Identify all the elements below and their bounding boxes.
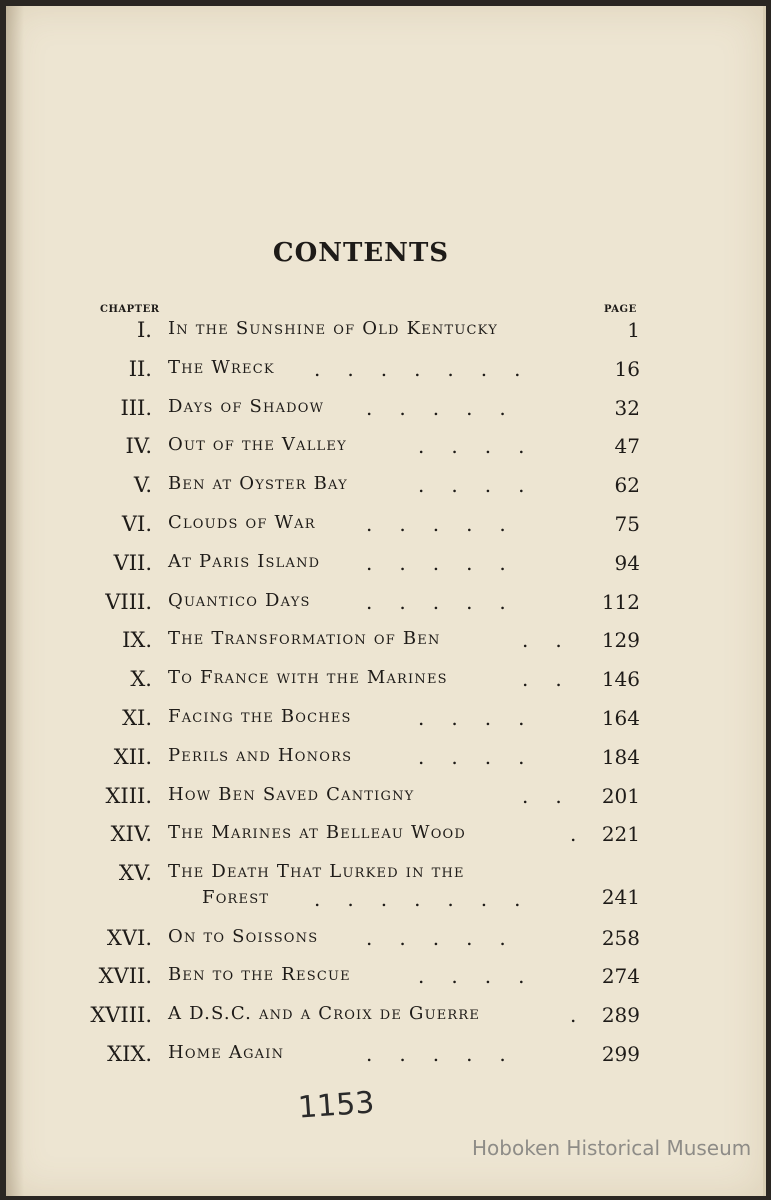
toc-row [6, 551, 763, 581]
page-column-header: PAGE [604, 304, 637, 315]
chapter-number: II. [128, 357, 152, 381]
chapter-page: 184 [601, 745, 640, 769]
chapter-title: The Death That Lurked in the [168, 861, 465, 882]
museum-watermark: Hoboken Historical Museum [472, 1136, 752, 1160]
chapter-title: Out of the Valley [168, 434, 347, 455]
chapter-page: 221 [601, 822, 640, 846]
chapter-page: 1 [627, 318, 640, 342]
toc-row [6, 861, 763, 917]
chapter-title-continued: Forest [202, 887, 270, 908]
chapter-title: A D.S.C. and a Croix de Guerre [168, 1003, 481, 1024]
chapter-number: V. [133, 473, 152, 497]
chapter-title: At Paris Island [168, 551, 321, 572]
chapter-number: III. [120, 396, 152, 420]
chapter-column-header: CHAPTER [100, 304, 160, 315]
toc-row [6, 473, 763, 503]
chapter-number: XII. [113, 745, 152, 769]
chapter-number: XV. [118, 861, 152, 885]
chapter-number: IV. [125, 434, 152, 458]
chapter-title: Home Again [168, 1042, 285, 1063]
chapter-page: 94 [614, 551, 640, 575]
toc-row [6, 926, 763, 956]
chapter-number: IX. [122, 628, 152, 652]
page-title: CONTENTS [272, 238, 450, 268]
chapter-title: Ben to the Rescue [168, 964, 351, 985]
chapter-title: The Wreck [168, 357, 275, 378]
toc-row [6, 628, 763, 658]
leader-dots: . [570, 822, 604, 846]
chapter-page: 62 [614, 473, 640, 497]
chapter-title: Clouds of War [168, 512, 316, 533]
chapter-title: Ben at Oyster Bay [168, 473, 348, 494]
toc-row [6, 706, 763, 736]
chapter-title: To France with the Marines [168, 667, 448, 688]
chapter-page: 201 [601, 784, 640, 808]
leader-dots: .... [418, 434, 552, 458]
chapter-page: 241 [601, 885, 640, 909]
chapter-title: Facing the Boches [168, 706, 352, 727]
chapter-page: 289 [601, 1003, 640, 1027]
chapter-page: 274 [601, 964, 640, 988]
leader-dots: . [570, 1003, 604, 1027]
leader-dots: ..... [366, 926, 533, 950]
toc-row [6, 667, 763, 697]
chapter-number: XIX. [107, 1042, 152, 1066]
chapter-page: 112 [601, 590, 640, 614]
toc-row [6, 1003, 763, 1033]
chapter-title: On to Soissons [168, 926, 319, 947]
chapter-page: 258 [601, 926, 640, 950]
chapter-page: 299 [601, 1042, 640, 1066]
toc-row [6, 784, 763, 814]
chapter-number: VIII. [105, 590, 152, 614]
leader-dots: ..... [366, 396, 533, 420]
toc-row [6, 1042, 763, 1072]
chapter-page: 75 [614, 512, 640, 536]
leader-dots: ....... [314, 887, 548, 911]
toc-row [6, 590, 763, 620]
chapter-title: Quantico Days [168, 590, 311, 611]
chapter-number: XIII. [105, 784, 152, 808]
chapter-number: X. [130, 667, 152, 691]
chapter-page: 146 [601, 667, 640, 691]
toc-row [6, 822, 763, 852]
chapter-title: In the Sunshine of Old Kentucky [168, 318, 499, 339]
leader-dots: ..... [366, 551, 533, 575]
chapter-number: XVIII. [90, 1003, 152, 1027]
leader-dots: ....... [314, 357, 548, 381]
chapter-page: 129 [601, 628, 640, 652]
leader-dots: ..... [366, 1042, 533, 1066]
chapter-title: Days of Shadow [168, 396, 325, 417]
leader-dots: .. [522, 628, 589, 652]
chapter-page: 16 [614, 357, 640, 381]
toc-row [6, 745, 763, 775]
chapter-title: Perils and Honors [168, 745, 353, 766]
toc-row [6, 318, 763, 348]
leader-dots: ..... [366, 512, 533, 536]
book-page [6, 6, 766, 1196]
chapter-number: XVII. [98, 964, 152, 988]
toc-row [6, 396, 763, 426]
chapter-title: The Marines at Belleau Wood [168, 822, 467, 843]
chapter-number: VII. [113, 551, 152, 575]
chapter-page: 164 [601, 706, 640, 730]
chapter-page: 32 [614, 396, 640, 420]
leader-dots: .. [522, 667, 589, 691]
chapter-title: The Transformation of Ben [168, 628, 441, 649]
chapter-number: I. [137, 318, 152, 342]
toc-row [6, 512, 763, 542]
toc-row [6, 964, 763, 994]
leader-dots: .... [418, 473, 552, 497]
chapter-title: How Ben Saved Cantigny [168, 784, 415, 805]
leader-dots: .... [418, 745, 552, 769]
leader-dots: .... [418, 706, 552, 730]
leader-dots: .... [418, 964, 552, 988]
chapter-number: XI. [122, 706, 152, 730]
leader-dots: .. [522, 784, 589, 808]
chapter-number: VI. [121, 512, 152, 536]
toc-row [6, 357, 763, 387]
toc-row [6, 434, 763, 464]
leader-dots: ..... [366, 590, 533, 614]
chapter-page: 47 [614, 434, 640, 458]
handwritten-number: 1153 [296, 1085, 376, 1126]
chapter-number: XIV. [110, 822, 152, 846]
chapter-number: XVI. [106, 926, 152, 950]
